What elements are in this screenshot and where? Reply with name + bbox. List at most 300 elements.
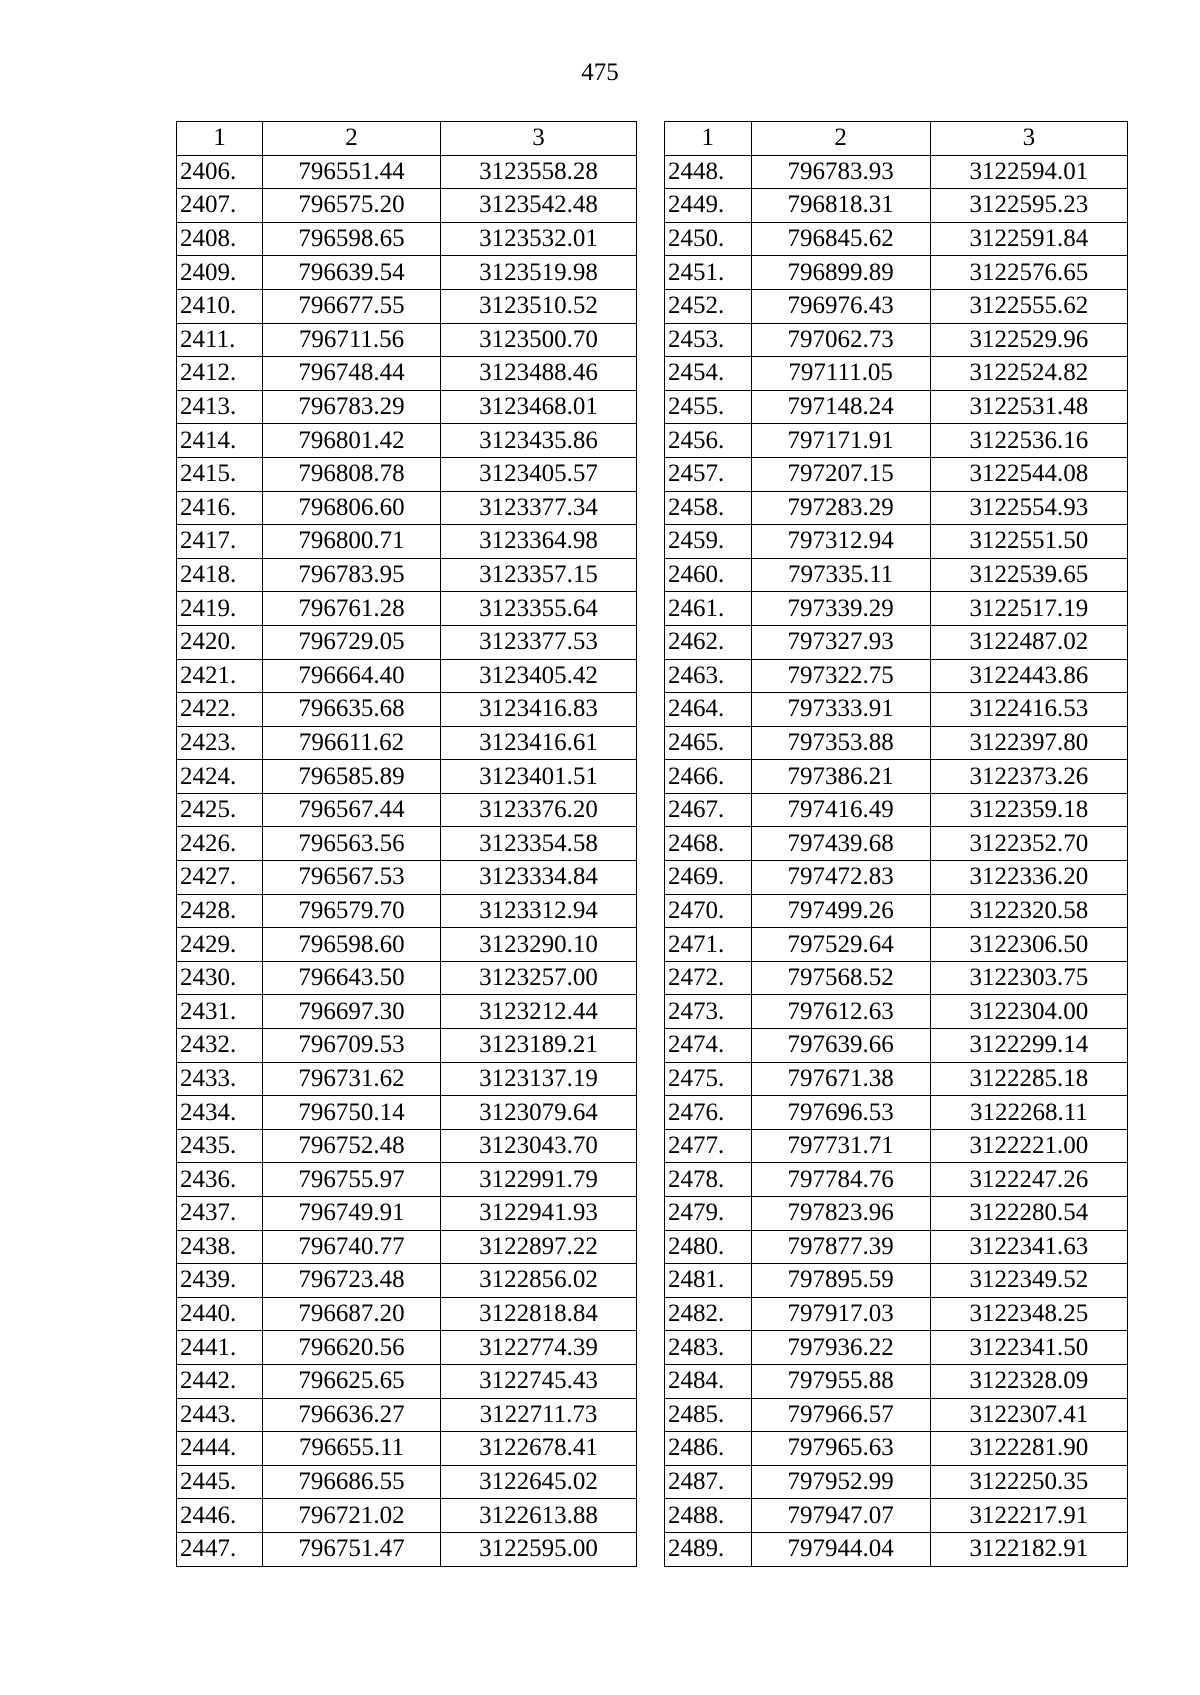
point-number-cell: 2418. <box>177 558 263 592</box>
y-coordinate-cell: 3122517.19 <box>930 592 1127 626</box>
point-number-cell: 2409. <box>177 256 263 290</box>
page-number: 475 <box>581 59 619 86</box>
table-row <box>665 289 1128 323</box>
table-row <box>177 659 637 693</box>
table-row <box>177 256 637 290</box>
y-coordinate-cell: 3122745.43 <box>441 1364 637 1398</box>
x-coordinate-cell: 797148.24 <box>751 390 930 424</box>
point-number-cell: 2415. <box>177 457 263 491</box>
table-row <box>665 1230 1128 1264</box>
table-row <box>665 323 1128 357</box>
table-row <box>177 525 637 559</box>
table-row <box>665 1499 1128 1533</box>
point-number-cell: 2450. <box>665 222 752 256</box>
y-coordinate-cell: 3122551.50 <box>930 525 1127 559</box>
y-coordinate-cell: 3123290.10 <box>441 928 637 962</box>
column-header: 1 <box>665 122 752 156</box>
y-coordinate-cell: 3122774.39 <box>441 1331 637 1365</box>
x-coordinate-cell: 796723.48 <box>263 1264 441 1298</box>
y-coordinate-cell: 3122678.41 <box>441 1432 637 1466</box>
table-row <box>177 1129 637 1163</box>
y-coordinate-cell: 3122304.00 <box>930 995 1127 1029</box>
table-row <box>665 357 1128 391</box>
table-row <box>177 693 637 727</box>
point-number-cell: 2481. <box>665 1264 752 1298</box>
table-row <box>665 1532 1128 1566</box>
x-coordinate-cell: 797327.93 <box>751 625 930 659</box>
x-coordinate-cell: 796686.55 <box>263 1465 441 1499</box>
table-row <box>177 222 637 256</box>
point-number-cell: 2475. <box>665 1062 752 1096</box>
point-number-cell: 2438. <box>177 1230 263 1264</box>
table-row <box>665 390 1128 424</box>
y-coordinate-cell: 3123334.84 <box>441 861 637 895</box>
x-coordinate-cell: 796750.14 <box>263 1096 441 1130</box>
table-row <box>665 1163 1128 1197</box>
table-row <box>665 525 1128 559</box>
y-coordinate-cell: 3123357.15 <box>441 558 637 592</box>
y-coordinate-cell: 3123488.46 <box>441 357 637 391</box>
table-row <box>177 558 637 592</box>
point-number-cell: 2472. <box>665 961 752 995</box>
y-coordinate-cell: 3123519.98 <box>441 256 637 290</box>
y-coordinate-cell: 3122645.02 <box>441 1465 637 1499</box>
x-coordinate-cell: 796585.89 <box>263 760 441 794</box>
point-number-cell: 2443. <box>177 1398 263 1432</box>
table-row <box>177 1297 637 1331</box>
point-number-cell: 2449. <box>665 189 752 223</box>
y-coordinate-cell: 3122221.00 <box>930 1129 1127 1163</box>
column-header: 3 <box>441 122 637 156</box>
y-coordinate-cell: 3123312.94 <box>441 894 637 928</box>
y-coordinate-cell: 3122595.00 <box>441 1532 637 1566</box>
x-coordinate-cell: 797955.88 <box>751 1364 930 1398</box>
y-coordinate-cell: 3122613.88 <box>441 1499 637 1533</box>
point-number-cell: 2473. <box>665 995 752 1029</box>
table-row <box>665 894 1128 928</box>
point-number-cell: 2411. <box>177 323 263 357</box>
x-coordinate-cell: 796598.60 <box>263 928 441 962</box>
table-row <box>177 1331 637 1365</box>
y-coordinate-cell: 3122328.09 <box>930 1364 1127 1398</box>
point-number-cell: 2466. <box>665 760 752 794</box>
x-coordinate-cell: 796625.65 <box>263 1364 441 1398</box>
table-row <box>665 189 1128 223</box>
x-coordinate-cell: 797612.63 <box>751 995 930 1029</box>
column-header: 3 <box>930 122 1127 156</box>
y-coordinate-cell: 3122359.18 <box>930 793 1127 827</box>
x-coordinate-cell: 797965.63 <box>751 1432 930 1466</box>
x-coordinate-cell: 797207.15 <box>751 457 930 491</box>
y-coordinate-cell: 3122991.79 <box>441 1163 637 1197</box>
table-row <box>665 592 1128 626</box>
table-row <box>665 1432 1128 1466</box>
y-coordinate-cell: 3122307.41 <box>930 1398 1127 1432</box>
x-coordinate-cell: 797823.96 <box>751 1197 930 1231</box>
y-coordinate-cell: 3123405.42 <box>441 659 637 693</box>
table-row <box>177 1096 637 1130</box>
point-number-cell: 2456. <box>665 424 752 458</box>
y-coordinate-cell: 3122341.63 <box>930 1230 1127 1264</box>
y-coordinate-cell: 3123416.61 <box>441 726 637 760</box>
point-number-cell: 2416. <box>177 491 263 525</box>
x-coordinate-cell: 796729.05 <box>263 625 441 659</box>
table-row <box>177 155 637 189</box>
y-coordinate-cell: 3123377.34 <box>441 491 637 525</box>
point-number-cell: 2480. <box>665 1230 752 1264</box>
column-header: 2 <box>751 122 930 156</box>
y-coordinate-cell: 3122280.54 <box>930 1197 1127 1231</box>
point-number-cell: 2428. <box>177 894 263 928</box>
table-row <box>665 256 1128 290</box>
y-coordinate-cell: 3122268.11 <box>930 1096 1127 1130</box>
y-coordinate-cell: 3122555.62 <box>930 289 1127 323</box>
y-coordinate-cell: 3122897.22 <box>441 1230 637 1264</box>
point-number-cell: 2461. <box>665 592 752 626</box>
table-row <box>177 1197 637 1231</box>
point-number-cell: 2467. <box>665 793 752 827</box>
point-number-cell: 2479. <box>665 1197 752 1231</box>
x-coordinate-cell: 796801.42 <box>263 424 441 458</box>
point-number-cell: 2484. <box>665 1364 752 1398</box>
x-coordinate-cell: 796752.48 <box>263 1129 441 1163</box>
table-row <box>177 1398 637 1432</box>
table-row <box>665 1297 1128 1331</box>
table-row <box>177 1029 637 1063</box>
y-coordinate-cell: 3123405.57 <box>441 457 637 491</box>
table-header-row <box>177 122 637 156</box>
x-coordinate-cell: 797439.68 <box>751 827 930 861</box>
point-number-cell: 2442. <box>177 1364 263 1398</box>
x-coordinate-cell: 797917.03 <box>751 1297 930 1331</box>
y-coordinate-cell: 3122554.93 <box>930 491 1127 525</box>
y-coordinate-cell: 3122285.18 <box>930 1062 1127 1096</box>
point-number-cell: 2451. <box>665 256 752 290</box>
x-coordinate-cell: 797283.29 <box>751 491 930 525</box>
x-coordinate-cell: 796611.62 <box>263 726 441 760</box>
point-number-cell: 2425. <box>177 793 263 827</box>
table-row <box>177 1062 637 1096</box>
point-number-cell: 2474. <box>665 1029 752 1063</box>
table-row <box>177 390 637 424</box>
table-row <box>177 1364 637 1398</box>
point-number-cell: 2426. <box>177 827 263 861</box>
point-number-cell: 2463. <box>665 659 752 693</box>
x-coordinate-cell: 796748.44 <box>263 357 441 391</box>
table-row <box>177 928 637 962</box>
x-coordinate-cell: 796677.55 <box>263 289 441 323</box>
table-row <box>177 894 637 928</box>
x-coordinate-cell: 796783.95 <box>263 558 441 592</box>
point-number-cell: 2440. <box>177 1297 263 1331</box>
point-number-cell: 2485. <box>665 1398 752 1432</box>
y-coordinate-cell: 3122303.75 <box>930 961 1127 995</box>
point-number-cell: 2464. <box>665 693 752 727</box>
table-row <box>665 1465 1128 1499</box>
table-row <box>177 424 637 458</box>
y-coordinate-cell: 3122576.65 <box>930 256 1127 290</box>
point-number-cell: 2439. <box>177 1264 263 1298</box>
y-coordinate-cell: 3122341.50 <box>930 1331 1127 1365</box>
point-number-cell: 2413. <box>177 390 263 424</box>
table-row <box>177 726 637 760</box>
y-coordinate-cell: 3123257.00 <box>441 961 637 995</box>
point-number-cell: 2462. <box>665 625 752 659</box>
x-coordinate-cell: 796845.62 <box>751 222 930 256</box>
y-coordinate-cell: 3123532.01 <box>441 222 637 256</box>
table-row <box>177 793 637 827</box>
point-number-cell: 2447. <box>177 1532 263 1566</box>
x-coordinate-cell: 797062.73 <box>751 323 930 357</box>
point-number-cell: 2427. <box>177 861 263 895</box>
y-coordinate-cell: 3123212.44 <box>441 995 637 1029</box>
y-coordinate-cell: 3122591.84 <box>930 222 1127 256</box>
y-coordinate-cell: 3122250.35 <box>930 1465 1127 1499</box>
table-row <box>665 1029 1128 1063</box>
table-row <box>665 491 1128 525</box>
y-coordinate-cell: 3122539.65 <box>930 558 1127 592</box>
x-coordinate-cell: 796643.50 <box>263 961 441 995</box>
point-number-cell: 2445. <box>177 1465 263 1499</box>
table-row <box>665 861 1128 895</box>
table-row <box>177 189 637 223</box>
y-coordinate-cell: 3122182.91 <box>930 1532 1127 1566</box>
point-number-cell: 2412. <box>177 357 263 391</box>
x-coordinate-cell: 797322.75 <box>751 659 930 693</box>
x-coordinate-cell: 797335.11 <box>751 558 930 592</box>
y-coordinate-cell: 3123354.58 <box>441 827 637 861</box>
y-coordinate-cell: 3123542.48 <box>441 189 637 223</box>
point-number-cell: 2432. <box>177 1029 263 1063</box>
x-coordinate-cell: 796563.56 <box>263 827 441 861</box>
point-number-cell: 2457. <box>665 457 752 491</box>
y-coordinate-cell: 3122320.58 <box>930 894 1127 928</box>
y-coordinate-cell: 3122247.26 <box>930 1163 1127 1197</box>
table-row <box>177 323 637 357</box>
table-row <box>665 558 1128 592</box>
y-coordinate-cell: 3122299.14 <box>930 1029 1127 1063</box>
point-number-cell: 2482. <box>665 1297 752 1331</box>
table-row <box>177 592 637 626</box>
x-coordinate-cell: 796755.97 <box>263 1163 441 1197</box>
point-number-cell: 2444. <box>177 1432 263 1466</box>
point-number-cell: 2477. <box>665 1129 752 1163</box>
table-row <box>665 928 1128 962</box>
x-coordinate-cell: 797947.07 <box>751 1499 930 1533</box>
point-number-cell: 2471. <box>665 928 752 962</box>
x-coordinate-cell: 797936.22 <box>751 1331 930 1365</box>
y-coordinate-cell: 3122711.73 <box>441 1398 637 1432</box>
x-coordinate-cell: 796636.27 <box>263 1398 441 1432</box>
y-coordinate-cell: 3122531.48 <box>930 390 1127 424</box>
x-coordinate-cell: 796731.62 <box>263 1062 441 1096</box>
table-row <box>665 693 1128 727</box>
table-row <box>665 1398 1128 1432</box>
point-number-cell: 2446. <box>177 1499 263 1533</box>
y-coordinate-cell: 3123435.86 <box>441 424 637 458</box>
x-coordinate-cell: 797499.26 <box>751 894 930 928</box>
point-number-cell: 2476. <box>665 1096 752 1130</box>
y-coordinate-cell: 3122487.02 <box>930 625 1127 659</box>
point-number-cell: 2407. <box>177 189 263 223</box>
table-header-row <box>665 122 1128 156</box>
point-number-cell: 2436. <box>177 1163 263 1197</box>
coordinates-table-right <box>664 121 1128 1567</box>
y-coordinate-cell: 3122349.52 <box>930 1264 1127 1298</box>
y-coordinate-cell: 3123364.98 <box>441 525 637 559</box>
point-number-cell: 2421. <box>177 659 263 693</box>
table-row <box>665 961 1128 995</box>
table-row <box>665 1331 1128 1365</box>
x-coordinate-cell: 796783.29 <box>263 390 441 424</box>
table-row <box>665 457 1128 491</box>
y-coordinate-cell: 3122594.01 <box>930 155 1127 189</box>
point-number-cell: 2458. <box>665 491 752 525</box>
table-row <box>665 1197 1128 1231</box>
x-coordinate-cell: 796598.65 <box>263 222 441 256</box>
point-number-cell: 2470. <box>665 894 752 928</box>
y-coordinate-cell: 3123355.64 <box>441 592 637 626</box>
point-number-cell: 2437. <box>177 1197 263 1231</box>
x-coordinate-cell: 796818.31 <box>751 189 930 223</box>
y-coordinate-cell: 3123079.64 <box>441 1096 637 1130</box>
y-coordinate-cell: 3122529.96 <box>930 323 1127 357</box>
y-coordinate-cell: 3122416.53 <box>930 693 1127 727</box>
x-coordinate-cell: 797731.71 <box>751 1129 930 1163</box>
x-coordinate-cell: 796567.44 <box>263 793 441 827</box>
y-coordinate-cell: 3123468.01 <box>441 390 637 424</box>
y-coordinate-cell: 3122818.84 <box>441 1297 637 1331</box>
point-number-cell: 2431. <box>177 995 263 1029</box>
y-coordinate-cell: 3122348.25 <box>930 1297 1127 1331</box>
table-row <box>177 995 637 1029</box>
point-number-cell: 2478. <box>665 1163 752 1197</box>
x-coordinate-cell: 796687.20 <box>263 1297 441 1331</box>
point-number-cell: 2459. <box>665 525 752 559</box>
point-number-cell: 2455. <box>665 390 752 424</box>
table-row <box>177 1264 637 1298</box>
y-coordinate-cell: 3122536.16 <box>930 424 1127 458</box>
table-row <box>177 357 637 391</box>
x-coordinate-cell: 796575.20 <box>263 189 441 223</box>
point-number-cell: 2410. <box>177 289 263 323</box>
x-coordinate-cell: 797966.57 <box>751 1398 930 1432</box>
point-number-cell: 2429. <box>177 928 263 962</box>
y-coordinate-cell: 3123376.20 <box>441 793 637 827</box>
y-coordinate-cell: 3122217.91 <box>930 1499 1127 1533</box>
x-coordinate-cell: 797353.88 <box>751 726 930 760</box>
table-row <box>177 457 637 491</box>
table-row <box>665 726 1128 760</box>
x-coordinate-cell: 796655.11 <box>263 1432 441 1466</box>
column-header: 2 <box>263 122 441 156</box>
x-coordinate-cell: 797696.53 <box>751 1096 930 1130</box>
point-number-cell: 2419. <box>177 592 263 626</box>
y-coordinate-cell: 3123401.51 <box>441 760 637 794</box>
y-coordinate-cell: 3122352.70 <box>930 827 1127 861</box>
x-coordinate-cell: 797877.39 <box>751 1230 930 1264</box>
y-coordinate-cell: 3122595.23 <box>930 189 1127 223</box>
point-number-cell: 2441. <box>177 1331 263 1365</box>
x-coordinate-cell: 796567.53 <box>263 861 441 895</box>
x-coordinate-cell: 797784.76 <box>751 1163 930 1197</box>
y-coordinate-cell: 3123137.19 <box>441 1062 637 1096</box>
y-coordinate-cell: 3123043.70 <box>441 1129 637 1163</box>
table-row <box>177 1465 637 1499</box>
point-number-cell: 2468. <box>665 827 752 861</box>
y-coordinate-cell: 3122856.02 <box>441 1264 637 1298</box>
y-coordinate-cell: 3122544.08 <box>930 457 1127 491</box>
x-coordinate-cell: 796579.70 <box>263 894 441 928</box>
table-row <box>177 1163 637 1197</box>
y-coordinate-cell: 3122443.86 <box>930 659 1127 693</box>
x-coordinate-cell: 796783.93 <box>751 155 930 189</box>
point-number-cell: 2434. <box>177 1096 263 1130</box>
table-row <box>665 424 1128 458</box>
point-number-cell: 2422. <box>177 693 263 727</box>
y-coordinate-cell: 3122524.82 <box>930 357 1127 391</box>
x-coordinate-cell: 796709.53 <box>263 1029 441 1063</box>
point-number-cell: 2486. <box>665 1432 752 1466</box>
table-row <box>177 491 637 525</box>
x-coordinate-cell: 796899.89 <box>751 256 930 290</box>
point-number-cell: 2469. <box>665 861 752 895</box>
x-coordinate-cell: 796664.40 <box>263 659 441 693</box>
point-number-cell: 2424. <box>177 760 263 794</box>
point-number-cell: 2488. <box>665 1499 752 1533</box>
table-row <box>665 760 1128 794</box>
table-row <box>665 659 1128 693</box>
table-row <box>665 793 1128 827</box>
x-coordinate-cell: 797416.49 <box>751 793 930 827</box>
table-row <box>177 827 637 861</box>
table-row <box>177 625 637 659</box>
point-number-cell: 2433. <box>177 1062 263 1096</box>
x-coordinate-cell: 796551.44 <box>263 155 441 189</box>
x-coordinate-cell: 797472.83 <box>751 861 930 895</box>
y-coordinate-cell: 3123558.28 <box>441 155 637 189</box>
point-number-cell: 2423. <box>177 726 263 760</box>
table-row <box>665 1364 1128 1398</box>
x-coordinate-cell: 797568.52 <box>751 961 930 995</box>
x-coordinate-cell: 796697.30 <box>263 995 441 1029</box>
x-coordinate-cell: 796976.43 <box>751 289 930 323</box>
column-header: 1 <box>177 122 263 156</box>
point-number-cell: 2465. <box>665 726 752 760</box>
x-coordinate-cell: 797671.38 <box>751 1062 930 1096</box>
table-row <box>665 1264 1128 1298</box>
table-row <box>665 1096 1128 1130</box>
x-coordinate-cell: 796711.56 <box>263 323 441 357</box>
y-coordinate-cell: 3122941.93 <box>441 1197 637 1231</box>
y-coordinate-cell: 3122373.26 <box>930 760 1127 794</box>
table-row <box>177 961 637 995</box>
y-coordinate-cell: 3122397.80 <box>930 726 1127 760</box>
x-coordinate-cell: 796639.54 <box>263 256 441 290</box>
table-row <box>665 1129 1128 1163</box>
x-coordinate-cell: 796620.56 <box>263 1331 441 1365</box>
point-number-cell: 2460. <box>665 558 752 592</box>
x-coordinate-cell: 796808.78 <box>263 457 441 491</box>
y-coordinate-cell: 3123377.53 <box>441 625 637 659</box>
y-coordinate-cell: 3122336.20 <box>930 861 1127 895</box>
x-coordinate-cell: 796635.68 <box>263 693 441 727</box>
x-coordinate-cell: 796800.71 <box>263 525 441 559</box>
y-coordinate-cell: 3123189.21 <box>441 1029 637 1063</box>
point-number-cell: 2448. <box>665 155 752 189</box>
coordinates-table-left <box>176 121 637 1567</box>
table-row <box>665 625 1128 659</box>
